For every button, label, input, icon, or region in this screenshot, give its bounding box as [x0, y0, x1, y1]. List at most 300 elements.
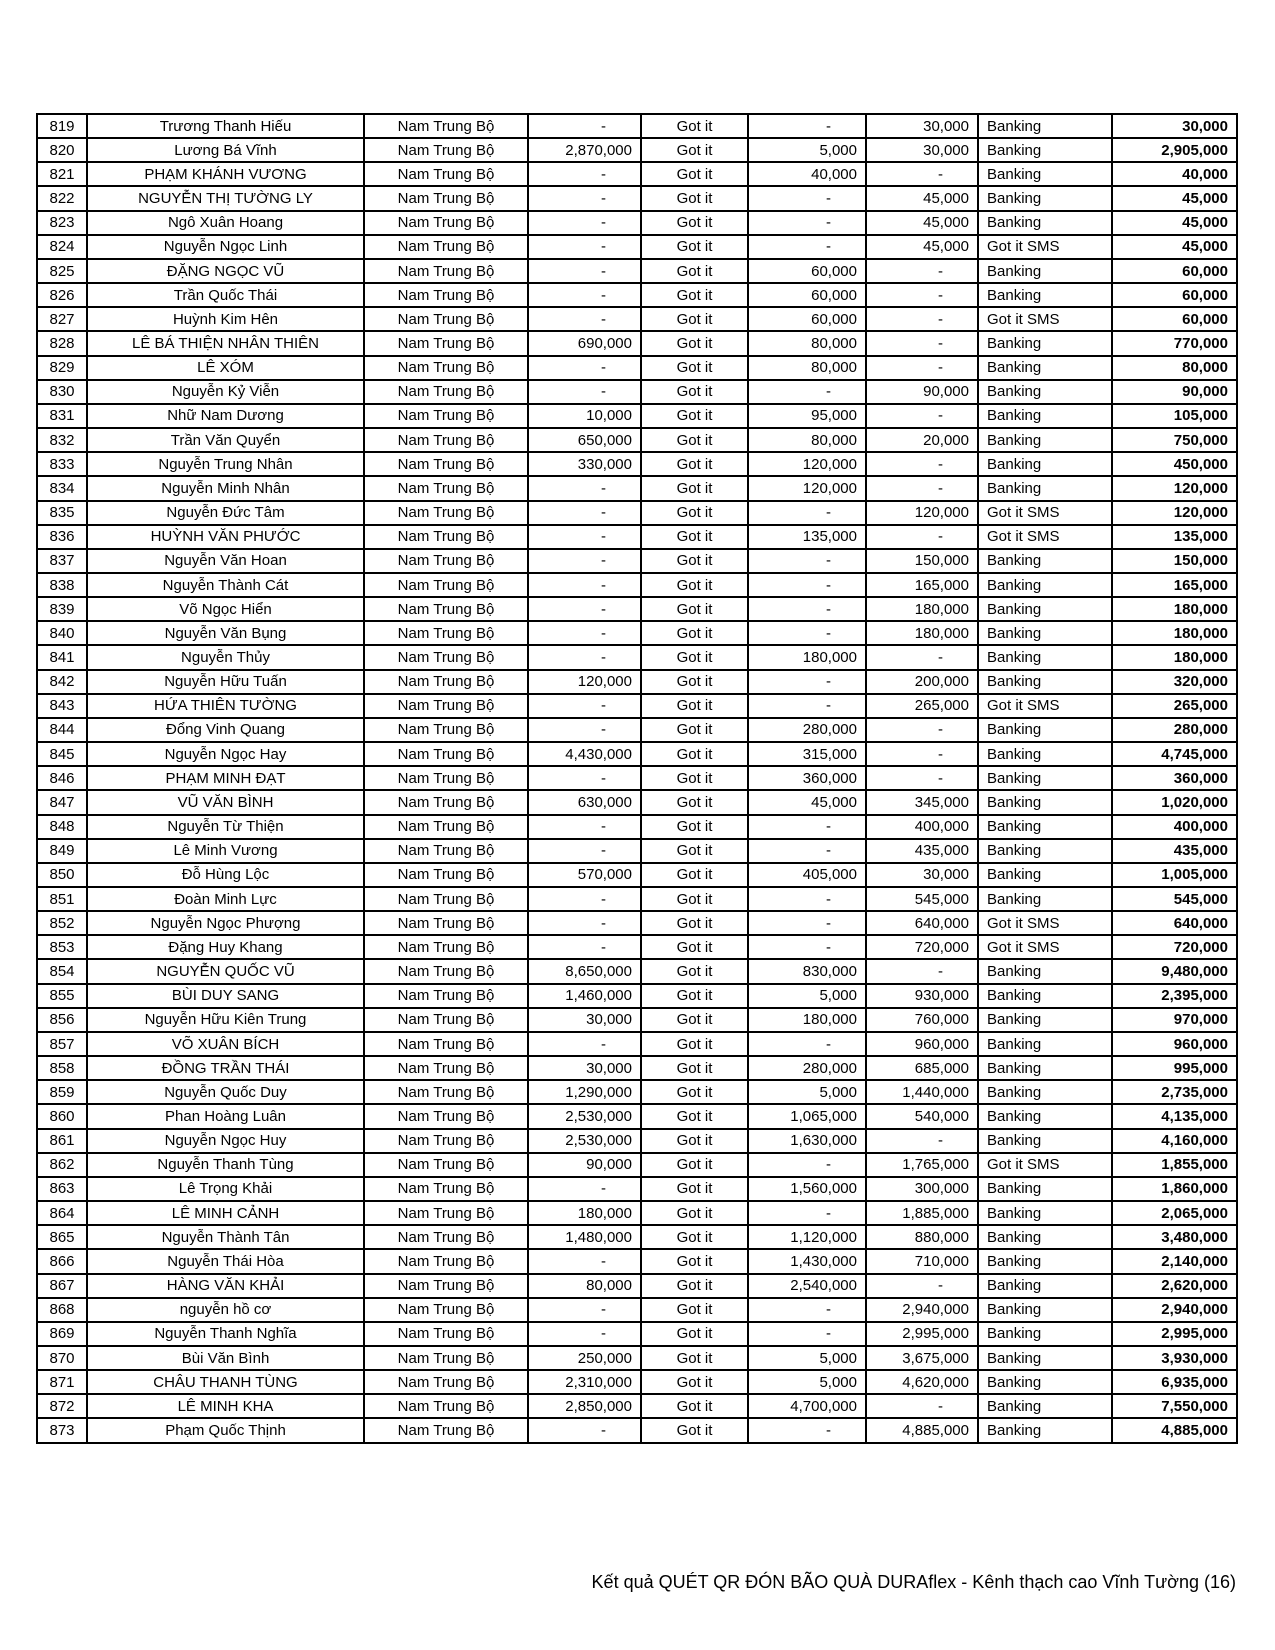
region-cell: Nam Trung Bộ [364, 1201, 528, 1225]
status-cell: Got it [641, 935, 748, 959]
total-cell: 120,000 [1112, 501, 1237, 525]
row-index-cell: 867 [37, 1274, 87, 1298]
total-cell: 180,000 [1112, 645, 1237, 669]
row-index-cell: 820 [37, 138, 87, 162]
amount2-cell: - [748, 597, 866, 621]
table-row [37, 1201, 1237, 1225]
method-cell: Banking [978, 1370, 1112, 1394]
method-cell: Banking [978, 549, 1112, 573]
amount1-cell: 2,310,000 [528, 1370, 641, 1394]
table-row [37, 356, 1237, 380]
status-cell: Got it [641, 1346, 748, 1370]
method-cell: Banking [978, 1056, 1112, 1080]
row-index-cell: 872 [37, 1394, 87, 1418]
amount3-cell: - [866, 307, 978, 331]
row-index-cell: 837 [37, 549, 87, 573]
name-cell: NGUYỄN QUỐC VŨ [87, 959, 364, 983]
row-index-cell: 850 [37, 863, 87, 887]
region-cell: Nam Trung Bộ [364, 380, 528, 404]
method-cell: Got it SMS [978, 911, 1112, 935]
method-cell: Banking [978, 1129, 1112, 1153]
row-index-cell: 819 [37, 114, 87, 138]
region-cell: Nam Trung Bộ [364, 307, 528, 331]
row-index-cell: 832 [37, 428, 87, 452]
region-cell: Nam Trung Bộ [364, 766, 528, 790]
amount2-cell: - [748, 114, 866, 138]
amount3-cell: 30,000 [866, 138, 978, 162]
name-cell: nguyễn hồ cơ [87, 1298, 364, 1322]
region-cell: Nam Trung Bộ [364, 1394, 528, 1418]
amount2-cell: - [748, 1032, 866, 1056]
amount2-cell: - [748, 573, 866, 597]
region-cell: Nam Trung Bộ [364, 742, 528, 766]
name-cell: Nguyễn Thái Hòa [87, 1249, 364, 1273]
name-cell: VÕ XUÂN BÍCH [87, 1032, 364, 1056]
amount1-cell: - [528, 1249, 641, 1273]
table-row [37, 1249, 1237, 1273]
amount3-cell: 4,620,000 [866, 1370, 978, 1394]
amount1-cell: - [528, 162, 641, 186]
table-row [37, 1418, 1237, 1443]
amount1-cell: 2,850,000 [528, 1394, 641, 1418]
amount1-cell: 80,000 [528, 1274, 641, 1298]
total-cell: 180,000 [1112, 597, 1237, 621]
row-index-cell: 868 [37, 1298, 87, 1322]
row-index-cell: 823 [37, 211, 87, 235]
amount2-cell: 1,630,000 [748, 1129, 866, 1153]
region-cell: Nam Trung Bộ [364, 645, 528, 669]
total-cell: 6,935,000 [1112, 1370, 1237, 1394]
name-cell: Nguyễn Thành Cát [87, 573, 364, 597]
table-row [37, 428, 1237, 452]
name-cell: HUỲNH VĂN PHƯỚC [87, 525, 364, 549]
table-row [37, 380, 1237, 404]
row-index-cell: 840 [37, 621, 87, 645]
region-cell: Nam Trung Bộ [364, 790, 528, 814]
amount2-cell: 180,000 [748, 1008, 866, 1032]
total-cell: 320,000 [1112, 670, 1237, 694]
region-cell: Nam Trung Bộ [364, 235, 528, 259]
amount3-cell: 685,000 [866, 1056, 978, 1080]
amount3-cell: 45,000 [866, 235, 978, 259]
total-cell: 1,020,000 [1112, 790, 1237, 814]
row-index-cell: 865 [37, 1225, 87, 1249]
row-index-cell: 857 [37, 1032, 87, 1056]
amount2-cell: - [748, 1201, 866, 1225]
amount1-cell: - [528, 211, 641, 235]
total-cell: 135,000 [1112, 525, 1237, 549]
row-index-cell: 847 [37, 790, 87, 814]
table-row [37, 549, 1237, 573]
name-cell: Nguyễn Văn Hoan [87, 549, 364, 573]
amount1-cell: - [528, 815, 641, 839]
amount3-cell: 165,000 [866, 573, 978, 597]
name-cell: LÊ XÓM [87, 356, 364, 380]
table-row [37, 839, 1237, 863]
table-row [37, 694, 1237, 718]
method-cell: Got it SMS [978, 525, 1112, 549]
amount3-cell: 710,000 [866, 1249, 978, 1273]
region-cell: Nam Trung Bộ [364, 694, 528, 718]
row-index-cell: 866 [37, 1249, 87, 1273]
total-cell: 3,480,000 [1112, 1225, 1237, 1249]
region-cell: Nam Trung Bộ [364, 1177, 528, 1201]
amount2-cell: 1,560,000 [748, 1177, 866, 1201]
row-index-cell: 845 [37, 742, 87, 766]
name-cell: Phạm Quốc Thịnh [87, 1418, 364, 1443]
total-cell: 180,000 [1112, 621, 1237, 645]
total-cell: 2,905,000 [1112, 138, 1237, 162]
amount1-cell: 30,000 [528, 1056, 641, 1080]
name-cell: Nguyễn Quốc Duy [87, 1080, 364, 1104]
status-cell: Got it [641, 1056, 748, 1080]
name-cell: HỨA THIÊN TƯỜNG [87, 694, 364, 718]
amount2-cell: 60,000 [748, 283, 866, 307]
region-cell: Nam Trung Bộ [364, 114, 528, 138]
total-cell: 960,000 [1112, 1032, 1237, 1056]
status-cell: Got it [641, 428, 748, 452]
table-row [37, 162, 1237, 186]
status-cell: Got it [641, 1177, 748, 1201]
amount1-cell: 250,000 [528, 1346, 641, 1370]
total-cell: 4,135,000 [1112, 1104, 1237, 1128]
table-row [37, 1177, 1237, 1201]
row-index-cell: 852 [37, 911, 87, 935]
name-cell: Trần Văn Quyển [87, 428, 364, 452]
amount2-cell: 40,000 [748, 162, 866, 186]
row-index-cell: 870 [37, 1346, 87, 1370]
amount2-cell: 80,000 [748, 356, 866, 380]
table-row [37, 911, 1237, 935]
amount3-cell: 200,000 [866, 670, 978, 694]
total-cell: 770,000 [1112, 331, 1237, 355]
amount1-cell: - [528, 839, 641, 863]
table-row [37, 1129, 1237, 1153]
table-row [37, 476, 1237, 500]
amount1-cell: 2,530,000 [528, 1129, 641, 1153]
table-row [37, 452, 1237, 476]
region-cell: Nam Trung Bộ [364, 356, 528, 380]
total-cell: 280,000 [1112, 718, 1237, 742]
row-index-cell: 838 [37, 573, 87, 597]
amount2-cell: 405,000 [748, 863, 866, 887]
name-cell: Nguyễn Minh Nhân [87, 476, 364, 500]
method-cell: Banking [978, 476, 1112, 500]
amount3-cell: 400,000 [866, 815, 978, 839]
method-cell: Banking [978, 283, 1112, 307]
method-cell: Got it SMS [978, 1153, 1112, 1177]
amount1-cell: 90,000 [528, 1153, 641, 1177]
amount2-cell: 5,000 [748, 984, 866, 1008]
amount2-cell: 1,065,000 [748, 1104, 866, 1128]
total-cell: 1,005,000 [1112, 863, 1237, 887]
status-cell: Got it [641, 162, 748, 186]
amount2-cell: - [748, 1322, 866, 1346]
name-cell: Nguyễn Thành Tân [87, 1225, 364, 1249]
amount3-cell: 265,000 [866, 694, 978, 718]
method-cell: Banking [978, 1322, 1112, 1346]
amount2-cell: 80,000 [748, 331, 866, 355]
amount3-cell: 545,000 [866, 887, 978, 911]
amount2-cell: - [748, 887, 866, 911]
amount3-cell: 90,000 [866, 380, 978, 404]
total-cell: 2,995,000 [1112, 1322, 1237, 1346]
table-row [37, 1008, 1237, 1032]
total-cell: 640,000 [1112, 911, 1237, 935]
amount2-cell: 5,000 [748, 1080, 866, 1104]
method-cell: Banking [978, 815, 1112, 839]
amount1-cell: - [528, 525, 641, 549]
row-index-cell: 826 [37, 283, 87, 307]
region-cell: Nam Trung Bộ [364, 404, 528, 428]
table-row [37, 283, 1237, 307]
method-cell: Banking [978, 211, 1112, 235]
amount1-cell: 570,000 [528, 863, 641, 887]
amount2-cell: 135,000 [748, 525, 866, 549]
total-cell: 80,000 [1112, 356, 1237, 380]
amount1-cell: - [528, 259, 641, 283]
row-index-cell: 859 [37, 1080, 87, 1104]
total-cell: 2,940,000 [1112, 1298, 1237, 1322]
table-row [37, 404, 1237, 428]
table-row [37, 959, 1237, 983]
row-index-cell: 836 [37, 525, 87, 549]
status-cell: Got it [641, 525, 748, 549]
method-cell: Banking [978, 1104, 1112, 1128]
amount1-cell: - [528, 718, 641, 742]
table-row [37, 935, 1237, 959]
row-index-cell: 844 [37, 718, 87, 742]
region-cell: Nam Trung Bộ [364, 1322, 528, 1346]
amount1-cell: - [528, 307, 641, 331]
table-row [37, 863, 1237, 887]
total-cell: 4,160,000 [1112, 1129, 1237, 1153]
amount3-cell: - [866, 645, 978, 669]
status-cell: Got it [641, 887, 748, 911]
amount3-cell: - [866, 259, 978, 283]
amount2-cell: 5,000 [748, 1346, 866, 1370]
amount3-cell: 930,000 [866, 984, 978, 1008]
method-cell: Banking [978, 863, 1112, 887]
amount2-cell: 315,000 [748, 742, 866, 766]
row-index-cell: 862 [37, 1153, 87, 1177]
amount1-cell: - [528, 645, 641, 669]
table-row [37, 1346, 1237, 1370]
status-cell: Got it [641, 670, 748, 694]
method-cell: Banking [978, 1032, 1112, 1056]
status-cell: Got it [641, 259, 748, 283]
amount1-cell: 650,000 [528, 428, 641, 452]
amount3-cell: - [866, 1274, 978, 1298]
name-cell: HÀNG VĂN KHẢI [87, 1274, 364, 1298]
status-cell: Got it [641, 1274, 748, 1298]
total-cell: 1,855,000 [1112, 1153, 1237, 1177]
row-index-cell: 856 [37, 1008, 87, 1032]
region-cell: Nam Trung Bộ [364, 1418, 528, 1443]
total-cell: 4,885,000 [1112, 1418, 1237, 1443]
footer-caption: Kết quả QUÉT QR ĐÓN BÃO QUÀ DURAflex - Kênh thạch cao Vĩnh Tường (16) [591, 1572, 1236, 1592]
status-cell: Got it [641, 404, 748, 428]
amount1-cell: - [528, 380, 641, 404]
status-cell: Got it [641, 911, 748, 935]
amount2-cell: - [748, 911, 866, 935]
total-cell: 970,000 [1112, 1008, 1237, 1032]
amount3-cell: 540,000 [866, 1104, 978, 1128]
status-cell: Got it [641, 356, 748, 380]
amount3-cell: 180,000 [866, 597, 978, 621]
status-cell: Got it [641, 984, 748, 1008]
table-row [37, 670, 1237, 694]
amount1-cell: - [528, 911, 641, 935]
amount3-cell: 345,000 [866, 790, 978, 814]
row-index-cell: 831 [37, 404, 87, 428]
table-row [37, 211, 1237, 235]
method-cell: Banking [978, 114, 1112, 138]
table-row [37, 573, 1237, 597]
method-cell: Banking [978, 984, 1112, 1008]
method-cell: Banking [978, 404, 1112, 428]
status-cell: Got it [641, 645, 748, 669]
region-cell: Nam Trung Bộ [364, 911, 528, 935]
method-cell: Got it SMS [978, 501, 1112, 525]
amount2-cell: 120,000 [748, 452, 866, 476]
name-cell: Nguyễn Từ Thiện [87, 815, 364, 839]
total-cell: 40,000 [1112, 162, 1237, 186]
row-index-cell: 853 [37, 935, 87, 959]
region-cell: Nam Trung Bộ [364, 428, 528, 452]
amount1-cell: 1,290,000 [528, 1080, 641, 1104]
status-cell: Got it [641, 476, 748, 500]
row-index-cell: 843 [37, 694, 87, 718]
region-cell: Nam Trung Bộ [364, 1370, 528, 1394]
total-cell: 545,000 [1112, 887, 1237, 911]
region-cell: Nam Trung Bộ [364, 573, 528, 597]
table-row [37, 525, 1237, 549]
row-index-cell: 825 [37, 259, 87, 283]
amount1-cell: 120,000 [528, 670, 641, 694]
status-cell: Got it [641, 549, 748, 573]
name-cell: ĐỒNG TRẦN THÁI [87, 1056, 364, 1080]
region-cell: Nam Trung Bộ [364, 1056, 528, 1080]
total-cell: 265,000 [1112, 694, 1237, 718]
row-index-cell: 854 [37, 959, 87, 983]
amount2-cell: 5,000 [748, 138, 866, 162]
total-cell: 3,930,000 [1112, 1346, 1237, 1370]
name-cell: Đỗ Hùng Lộc [87, 863, 364, 887]
name-cell: PHẠM KHÁNH VƯƠNG [87, 162, 364, 186]
amount3-cell: 1,765,000 [866, 1153, 978, 1177]
table-row [37, 742, 1237, 766]
row-index-cell: 864 [37, 1201, 87, 1225]
method-cell: Banking [978, 1008, 1112, 1032]
amount3-cell: - [866, 162, 978, 186]
row-index-cell: 833 [37, 452, 87, 476]
name-cell: Nguyễn Thủy [87, 645, 364, 669]
amount2-cell: - [748, 815, 866, 839]
amount2-cell: - [748, 935, 866, 959]
name-cell: Lê Trọng Khải [87, 1177, 364, 1201]
amount1-cell: 1,460,000 [528, 984, 641, 1008]
region-cell: Nam Trung Bộ [364, 476, 528, 500]
amount2-cell: 60,000 [748, 259, 866, 283]
name-cell: Nhữ Nam Dương [87, 404, 364, 428]
amount3-cell: 45,000 [866, 186, 978, 210]
row-index-cell: 834 [37, 476, 87, 500]
method-cell: Got it SMS [978, 935, 1112, 959]
table-row [37, 645, 1237, 669]
results-table-body [37, 114, 1237, 1443]
amount3-cell: - [866, 1129, 978, 1153]
amount2-cell: - [748, 186, 866, 210]
method-cell: Banking [978, 259, 1112, 283]
method-cell: Banking [978, 1298, 1112, 1322]
region-cell: Nam Trung Bộ [364, 1032, 528, 1056]
amount1-cell: - [528, 549, 641, 573]
amount3-cell: 1,885,000 [866, 1201, 978, 1225]
amount2-cell: 180,000 [748, 645, 866, 669]
table-row [37, 1298, 1237, 1322]
row-index-cell: 829 [37, 356, 87, 380]
name-cell: Lê Minh Vương [87, 839, 364, 863]
table-row [37, 114, 1237, 138]
status-cell: Got it [641, 694, 748, 718]
region-cell: Nam Trung Bộ [364, 815, 528, 839]
table-row [37, 307, 1237, 331]
method-cell: Banking [978, 670, 1112, 694]
amount2-cell: - [748, 670, 866, 694]
row-index-cell: 863 [37, 1177, 87, 1201]
amount2-cell: - [748, 1418, 866, 1443]
status-cell: Got it [641, 307, 748, 331]
name-cell: Phan Hoàng Luân [87, 1104, 364, 1128]
region-cell: Nam Trung Bộ [364, 549, 528, 573]
method-cell: Got it SMS [978, 235, 1112, 259]
method-cell: Banking [978, 1274, 1112, 1298]
row-index-cell: 822 [37, 186, 87, 210]
region-cell: Nam Trung Bộ [364, 211, 528, 235]
amount1-cell: - [528, 573, 641, 597]
amount2-cell: 120,000 [748, 476, 866, 500]
total-cell: 120,000 [1112, 476, 1237, 500]
table-row [37, 1153, 1237, 1177]
amount1-cell: - [528, 887, 641, 911]
amount3-cell: 45,000 [866, 211, 978, 235]
region-cell: Nam Trung Bộ [364, 331, 528, 355]
method-cell: Banking [978, 1418, 1112, 1443]
row-index-cell: 860 [37, 1104, 87, 1128]
table-row [37, 1080, 1237, 1104]
status-cell: Got it [641, 138, 748, 162]
region-cell: Nam Trung Bộ [364, 186, 528, 210]
table-row [37, 790, 1237, 814]
amount3-cell: 1,440,000 [866, 1080, 978, 1104]
amount1-cell: - [528, 501, 641, 525]
amount3-cell: - [866, 356, 978, 380]
amount1-cell: - [528, 621, 641, 645]
row-index-cell: 839 [37, 597, 87, 621]
amount2-cell: 1,430,000 [748, 1249, 866, 1273]
amount1-cell: 1,480,000 [528, 1225, 641, 1249]
amount2-cell: 95,000 [748, 404, 866, 428]
total-cell: 60,000 [1112, 259, 1237, 283]
amount3-cell: 880,000 [866, 1225, 978, 1249]
method-cell: Banking [978, 573, 1112, 597]
total-cell: 30,000 [1112, 114, 1237, 138]
method-cell: Banking [978, 766, 1112, 790]
region-cell: Nam Trung Bộ [364, 1129, 528, 1153]
name-cell: BÙI DUY SANG [87, 984, 364, 1008]
status-cell: Got it [641, 815, 748, 839]
